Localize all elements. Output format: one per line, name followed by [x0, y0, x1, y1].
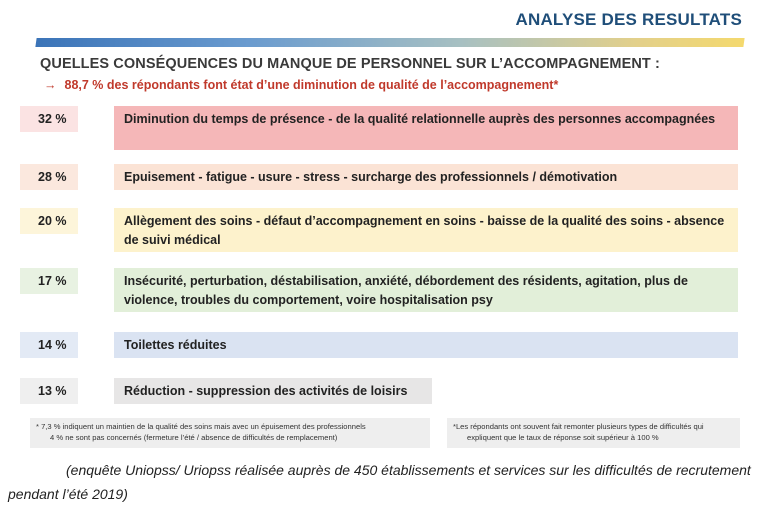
result-label: Insécurité, perturbation, déstabilisation, anxiété, débordement des résidents, agitation, plus de violence, troubles du comportement, voire hospitalisation psy — [114, 268, 738, 312]
footnote-left-line-2: 4 % ne sont pas concernés (fermeture l’été / absence de difficultés de remplacement) — [50, 433, 338, 442]
result-label: Epuisement - fatigue - usure - stress - surcharge des professionnels / démotivation — [114, 164, 738, 190]
page-title: ANALYSE DES RESULTATS — [515, 10, 742, 29]
result-percent: 14 % — [20, 332, 78, 358]
footnote-right-line-2: expliquent que le taux de réponse soit supérieur à 100 % — [467, 433, 659, 442]
source-citation: (enquête Uniopss/ Uriopss réalisée auprès de 450 établissements et services sur les difficultés de recrutement pendant l’été 2019) — [8, 462, 751, 502]
result-percent: 20 % — [20, 208, 78, 234]
result-percent: 17 % — [20, 268, 78, 294]
footnote-left-line-1: * 7,3 % indiquent un maintien de la qualité des soins mais avec un épuisement des professionnels — [36, 422, 366, 431]
result-percent: 32 % — [20, 106, 78, 132]
header-gradient-bar — [35, 38, 744, 47]
result-label: Réduction - suppression des activités de loisirs — [114, 378, 432, 404]
key-finding-text: 88,7 % des répondants font état d’une diminution de qualité de l’accompagnement* — [64, 78, 559, 92]
key-finding — [44, 78, 558, 92]
result-percent: 28 % — [20, 164, 78, 190]
result-label: Diminution du temps de présence - de la qualité relationnelle auprès des personnes accompagnées — [114, 106, 738, 150]
result-label: Toilettes réduites — [114, 332, 738, 358]
footnote-right — [447, 418, 740, 448]
footnote-left — [30, 418, 430, 448]
footnote-right-line-1: *Les répondants ont souvent fait remonter plusieurs types de difficultés qui — [453, 422, 704, 431]
section-question: QUELLES CONSÉQUENCES DU MANQUE DE PERSONNEL SUR L’ACCOMPAGNEMENT : — [40, 56, 660, 72]
result-label: Allègement des soins - défaut d’accompagnement en soins - baisse de la qualité des soins - absence de suivi médical — [114, 208, 738, 252]
arrow-right-icon: → — [44, 78, 57, 92]
result-percent: 13 % — [20, 378, 78, 404]
